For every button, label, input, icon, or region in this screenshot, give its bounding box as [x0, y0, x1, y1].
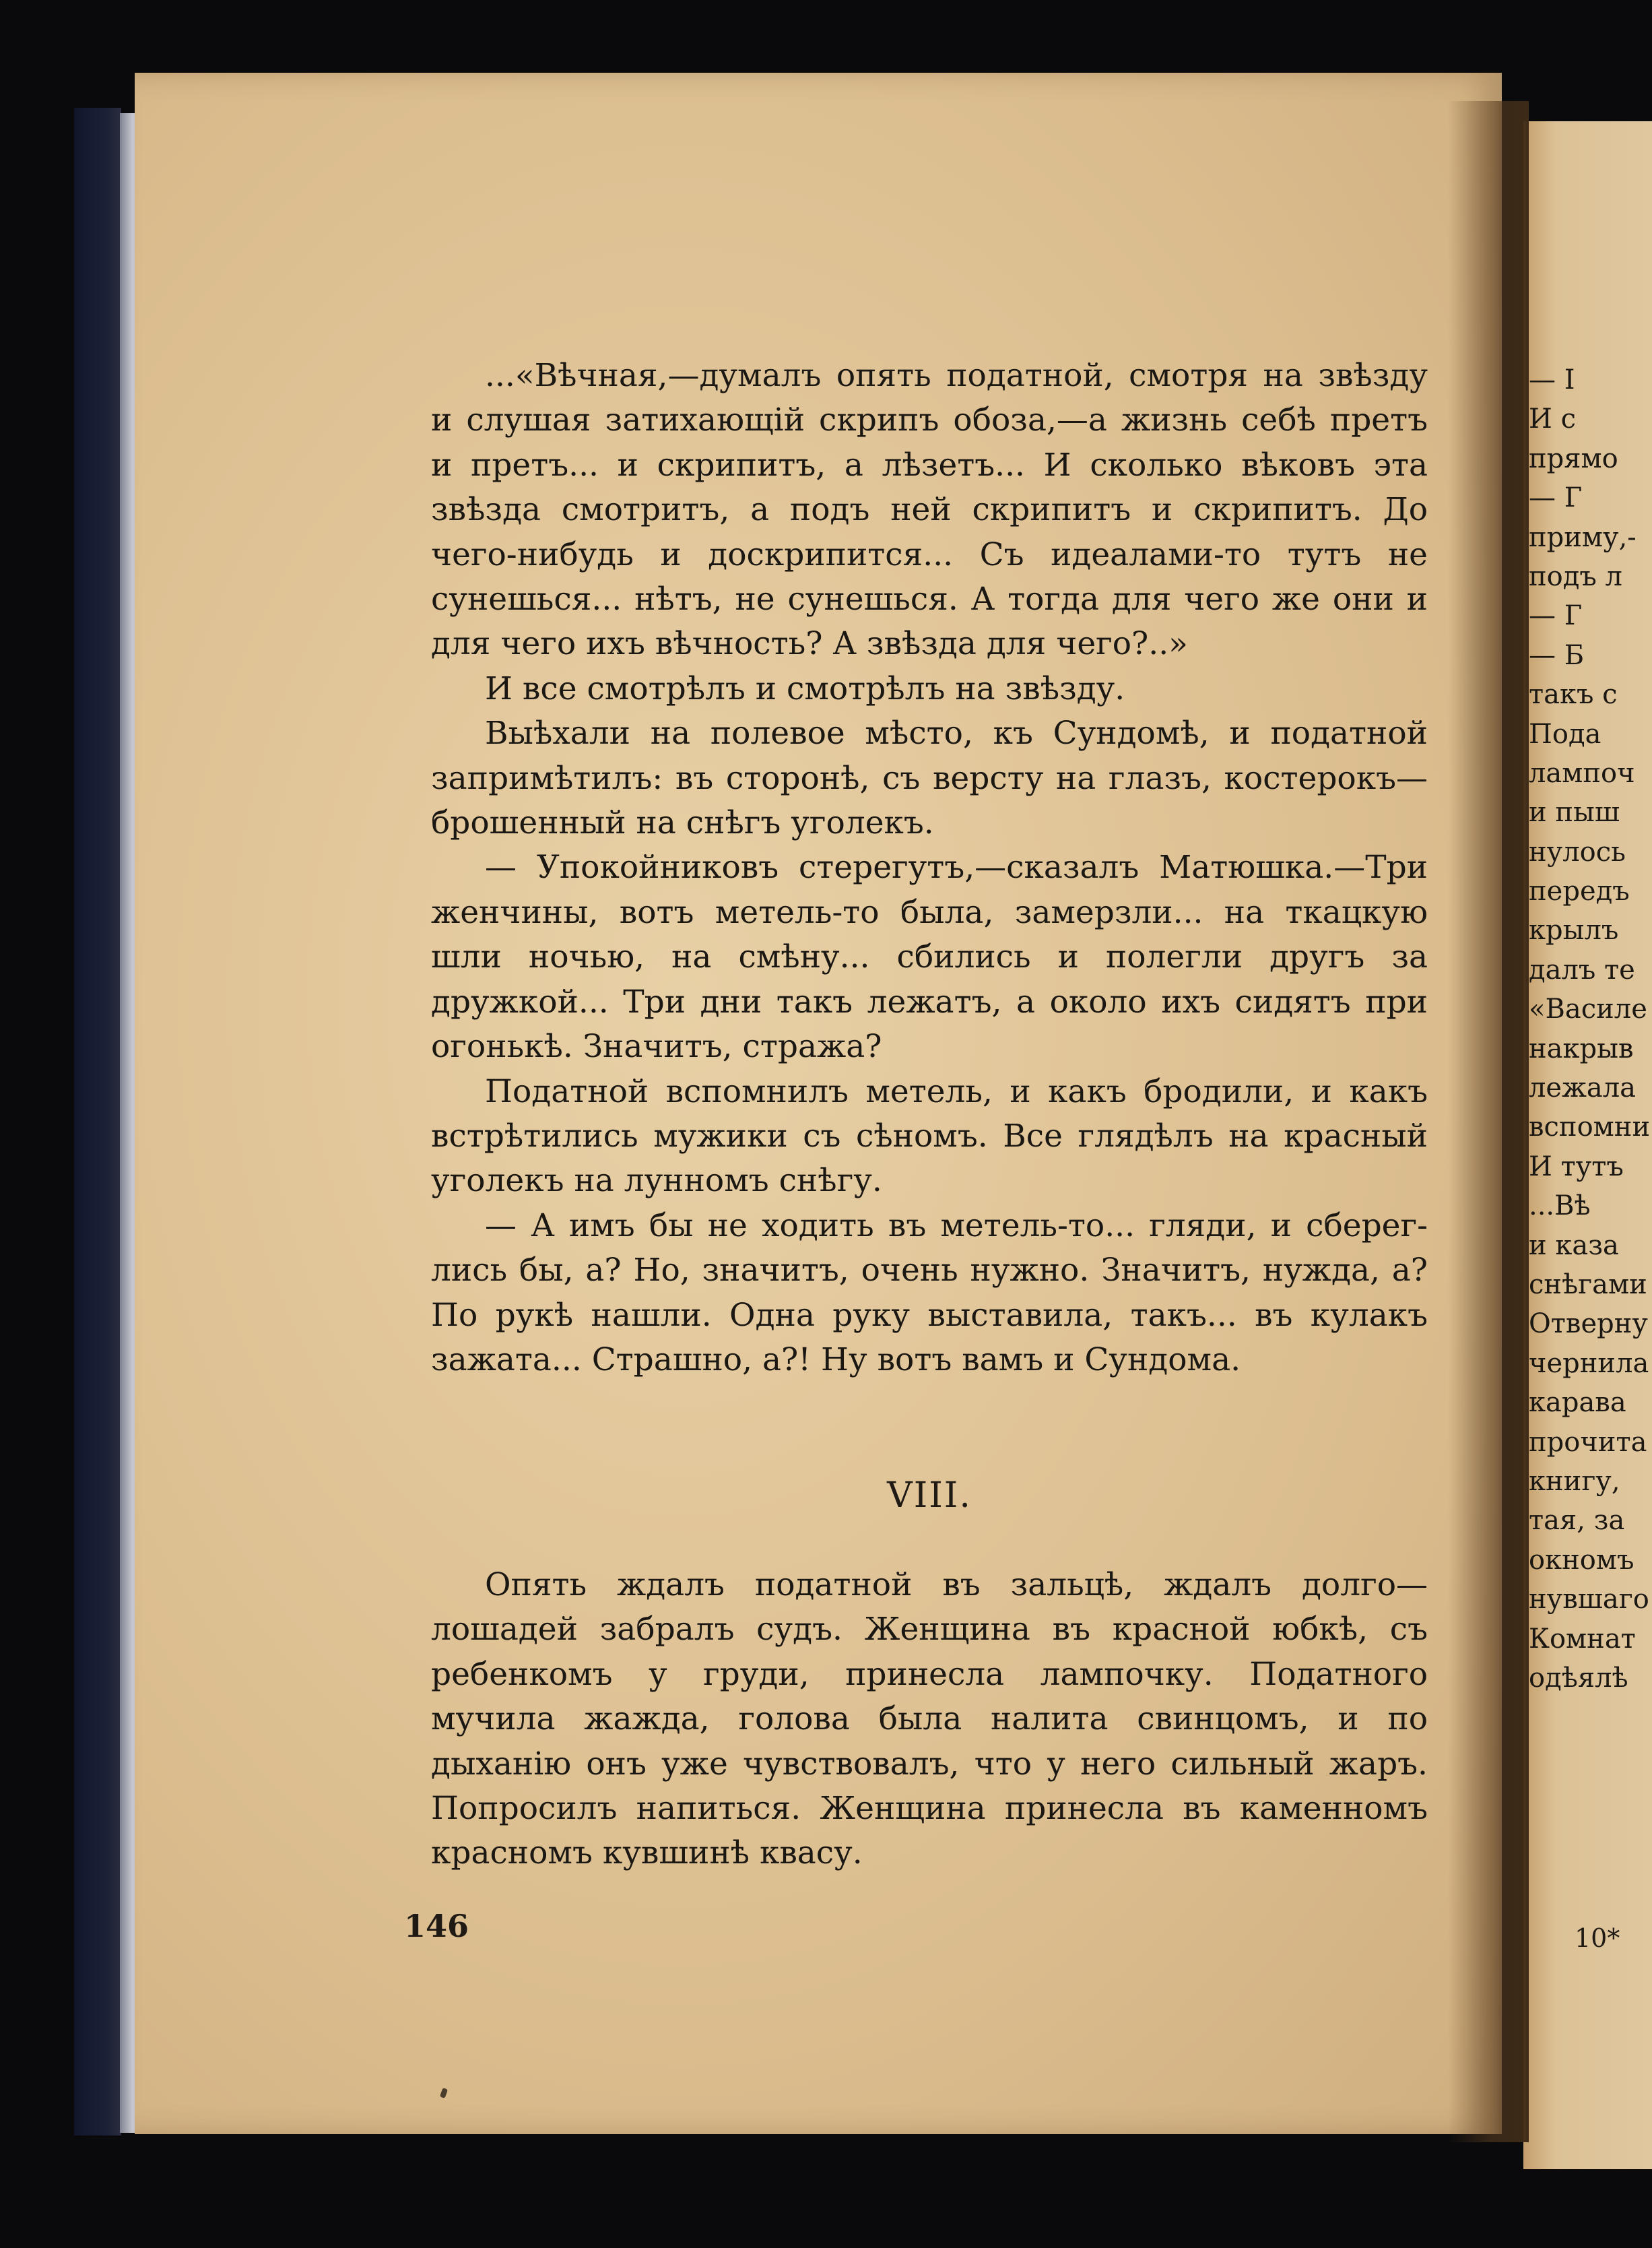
right-page-line: нувшаго — [1529, 1584, 1649, 1615]
right-page-line: книгу, — [1529, 1465, 1620, 1497]
right-page-text-fragments — [1529, 360, 1652, 1698]
right-page-line: лампоч — [1529, 757, 1635, 789]
right-page-line: нулось — [1529, 836, 1626, 868]
right-page-line: вспомни — [1529, 1112, 1651, 1143]
right-page-line: передъ — [1529, 876, 1630, 907]
text-block-lower — [431, 1563, 1428, 1876]
right-page-line: снѣгами — [1529, 1268, 1647, 1300]
paragraph: Податной вспомнилъ метель, и какъ бродили, и какъ встрѣтились мужики съ сѣномъ. Все глядѣлъ на красный уголекъ на лунномъ снѣгу. — [431, 1072, 1428, 1200]
paragraph: Опять ждалъ податной въ зальцѣ, ждалъ долго—лошадей забралъ судъ. Женщина въ красной юбкѣ, съ ребенкомъ у груди, принесла лампочку. Податного мучила жажда, голова была налита свинцомъ, и по дыханію онъ уже чувствовалъ, что у него сильный жаръ. Попросилъ напиться. Женщина принесла въ каменномъ красномъ кувшинѣ квасу. — [431, 1566, 1428, 1872]
right-page-line: чернила — [1529, 1347, 1649, 1379]
right-page-line: И тутъ — [1529, 1151, 1624, 1182]
right-page-line: «Василе — [1529, 994, 1647, 1025]
page-number-left: 146 — [404, 1908, 469, 1944]
right-page-line: подъ л — [1529, 560, 1622, 592]
text-block-upper — [431, 354, 1428, 1382]
right-page-line: окномъ — [1529, 1544, 1634, 1576]
right-page-line: карава — [1529, 1387, 1626, 1419]
right-page-line: накрыв — [1529, 1033, 1634, 1064]
right-page-line: такъ с — [1529, 679, 1618, 711]
book-cover-edge — [74, 108, 121, 2135]
right-page-line: — Б — [1529, 639, 1585, 671]
right-page-line: — Г — [1529, 482, 1583, 514]
right-page-line: ...Вѣ — [1529, 1190, 1591, 1222]
right-page-line: прочита — [1529, 1426, 1647, 1458]
right-page-line: Комнат — [1529, 1623, 1636, 1655]
right-page-line: прямо — [1529, 443, 1618, 474]
right-page-line: Отверну — [1529, 1308, 1648, 1340]
paragraph: И все смотрѣлъ и смотрѣлъ на звѣзду. — [485, 670, 1125, 707]
right-page-line: тая, за — [1529, 1505, 1625, 1537]
paragraph: Выѣхали на полевое мѣсто, къ Сундомѣ, и податной запримѣтилъ: въ сторонѣ, съ версту на глазъ, костерокъ—брошенный на снѣгъ уголекъ. — [431, 715, 1428, 842]
right-page-line: крылъ — [1529, 915, 1619, 946]
right-page-line: И с — [1529, 404, 1576, 435]
right-page-line: приму,- — [1529, 521, 1637, 553]
right-page-line: лежала — [1529, 1072, 1636, 1104]
right-page-line: Пода — [1529, 718, 1601, 750]
right-page-line: — Г — [1529, 600, 1583, 632]
right-page-line: — I — [1529, 364, 1575, 395]
paragraph: — Упокойниковъ стерегутъ,—сказалъ Матюшка.—Три женчины, вотъ метель-то была, замерзли... на ткацкую шли ночью, на смѣну... сбились и полегли другъ за дружкой... Три дни такъ лежатъ, а около ихъ сидятъ при огонькѣ. Значитъ, стража? — [431, 849, 1428, 1066]
right-page-line: и пыш — [1529, 797, 1620, 829]
right-page-line: и каза — [1529, 1229, 1619, 1261]
book-gutter — [1448, 101, 1529, 2142]
paragraph: ...«Вѣчная,—думалъ опять податной, смотря на звѣзду и слушая затихающій скрипъ обоза,—а жизнь себѣ претъ и претъ... и скрипитъ, а лѣзетъ... И сколько вѣковъ эта звѣзда смотритъ, а подъ ней скрипитъ и скрипитъ. До чего-нибудь и доскрипится... Съ идеалами-то тутъ не сунешься... нѣтъ, не сунешься. А тогда для чего же они и для чего ихъ вѣчность? А звѣзда для чего?..» — [431, 357, 1428, 663]
right-page-line: одѣялѣ — [1529, 1662, 1628, 1694]
chapter-heading: VIII. — [887, 1475, 972, 1516]
page-number-right: 10* — [1575, 1923, 1620, 1953]
paragraph: — А имъ бы не ходить въ метель-то... гляди, и сберег-лись бы, а? Но, значитъ, очень нужно. Значитъ, нужда, а? По рукѣ нашли. Одна руку выставила, такъ... въ кулакъ зажата... Страшно, а?! Ну вотъ вамъ и Сундома. — [431, 1207, 1428, 1378]
right-page-line: далъ те — [1529, 954, 1635, 986]
